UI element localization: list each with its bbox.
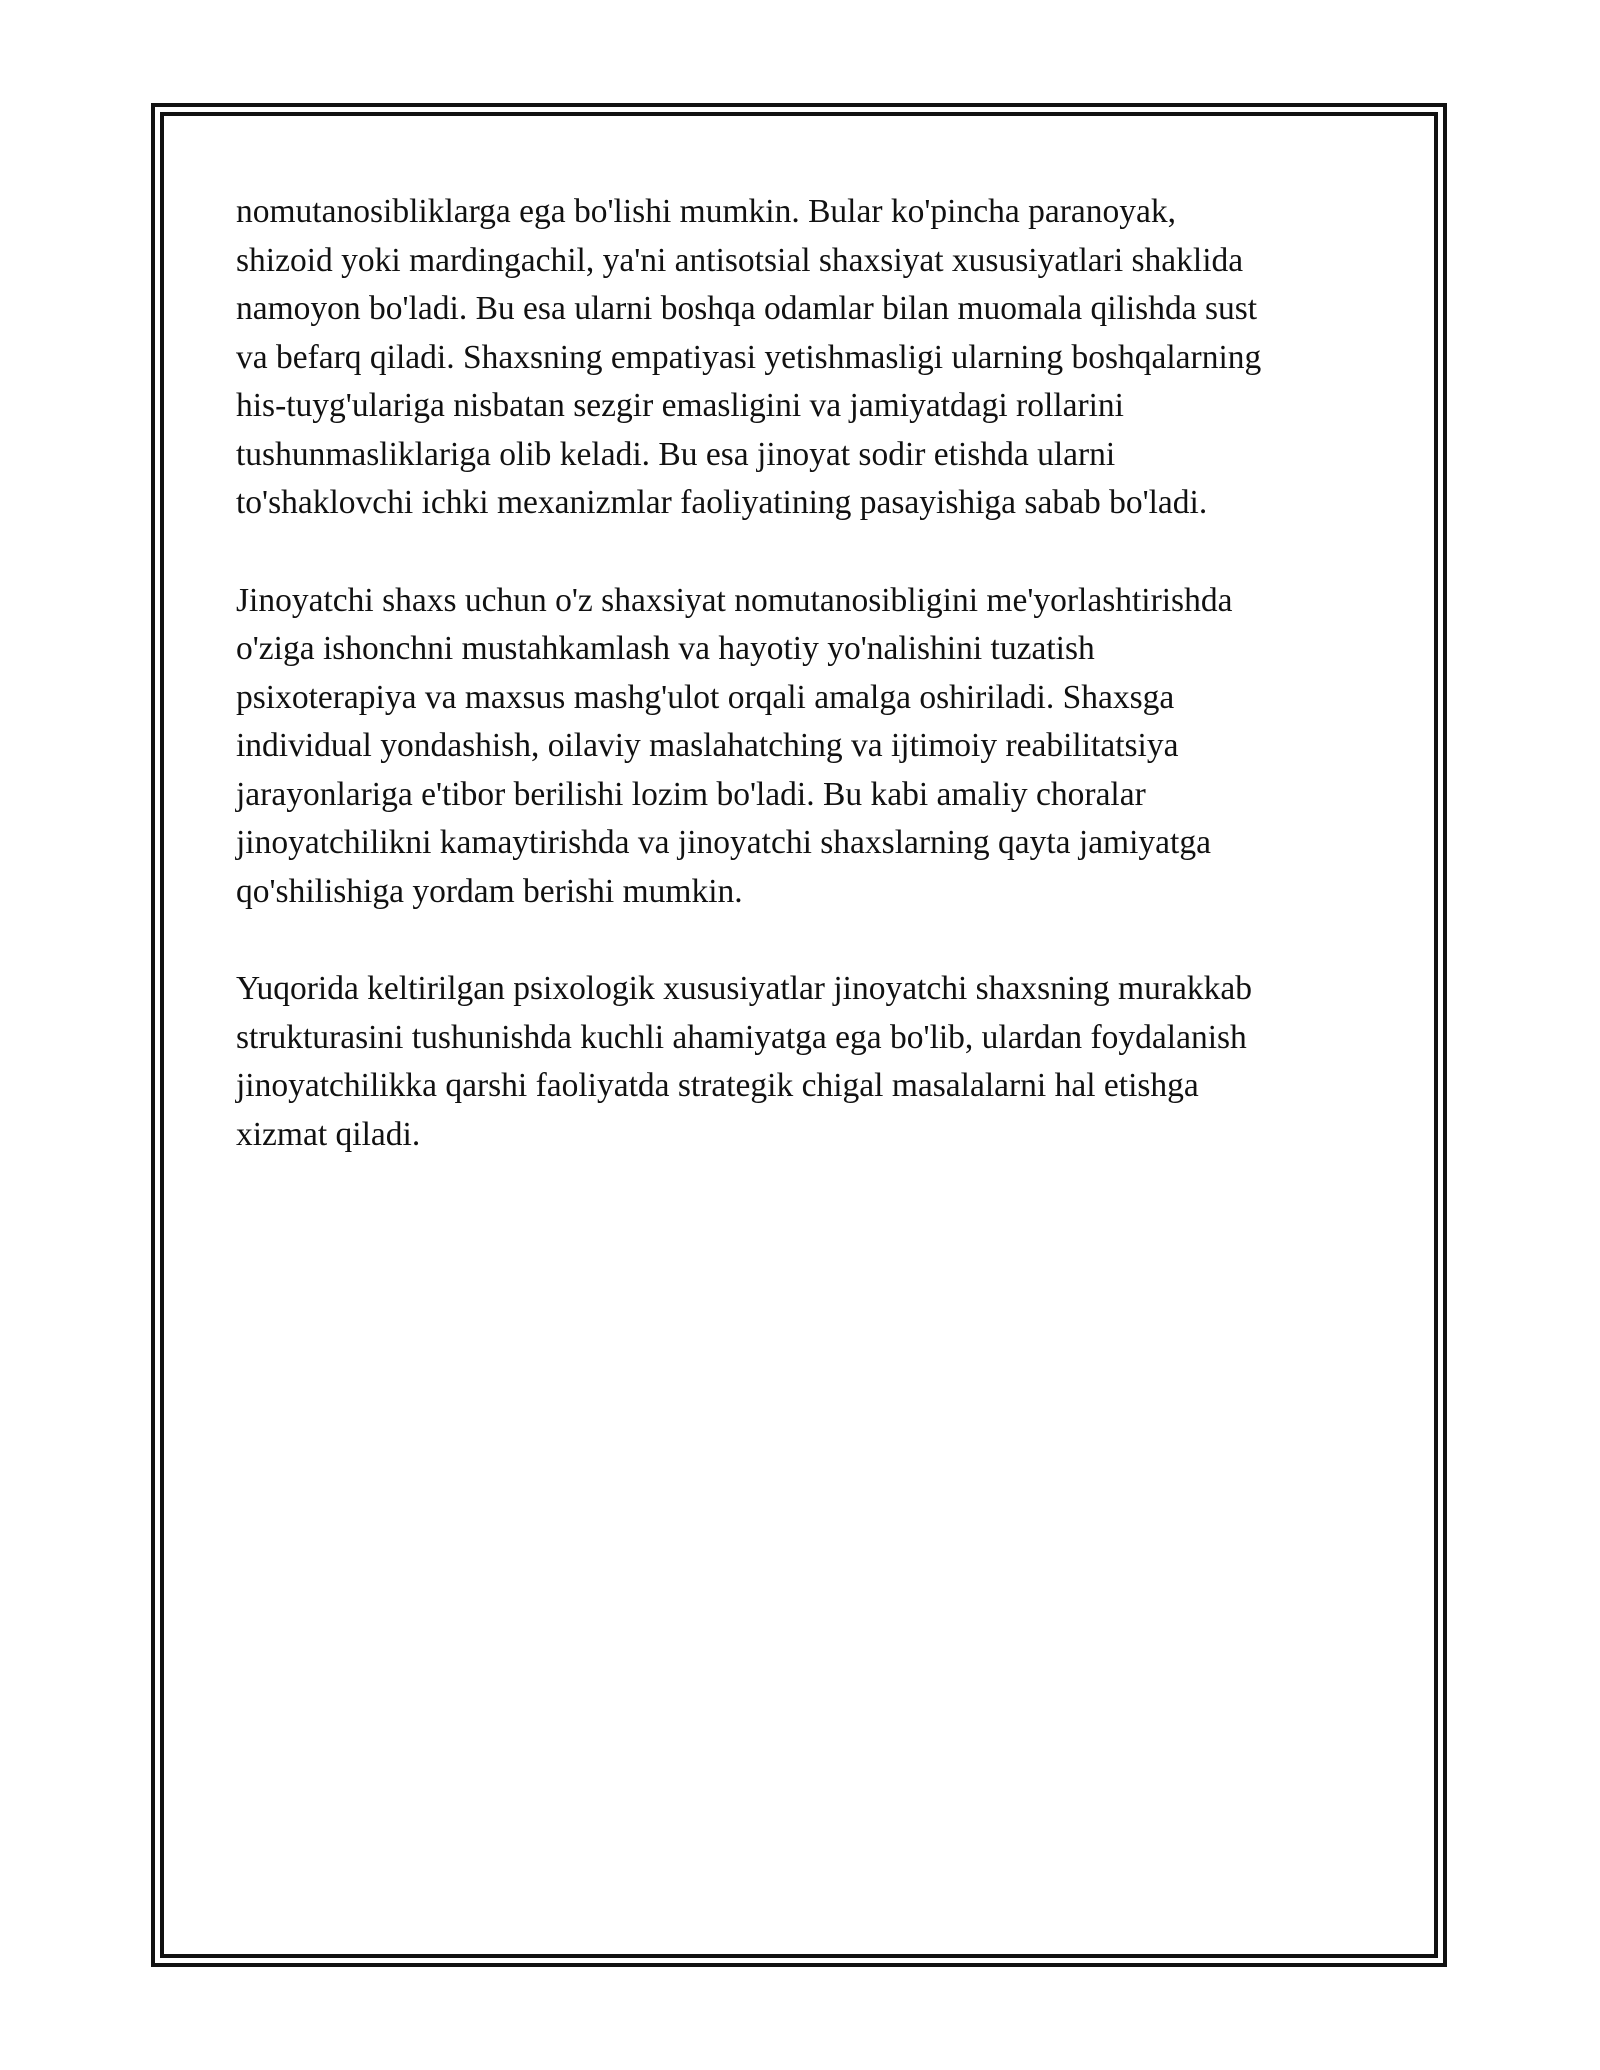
paragraph-line: shizoid yoki mardingachil, ya'ni antisotsial shaxsiyat xususiyatlari shaklida xyxy=(236,241,1244,279)
paragraph-line: Jinoyatchi shaxs uchun o'z shaxsiyat nomutanosibligini me'yorlashtirishda xyxy=(236,581,1233,619)
paragraph-line: to'shaklovchi ichki mexanizmlar faoliyatining pasayishiga sabab bo'ladi. xyxy=(236,484,1208,521)
paragraph-line: Yuqorida keltirilgan psixologik xususiyatlar jinoyatchi shaxsning murakkab xyxy=(236,970,1253,1007)
paragraph-line: tushunmasliklariga olib keladi. Bu esa jinoyat sodir etishda ularni xyxy=(236,435,1116,473)
paragraph-line: o'ziga ishonchni mustahkamlash va hayotiy yo'nalishini tuzatish xyxy=(236,630,1095,667)
paragraph-line: jinoyatchilikni kamaytirishda va jinoyatchi shaxslarning qayta jamiyatga xyxy=(236,824,1211,861)
document-body xyxy=(236,188,1376,1208)
paragraph-line: va befarq qiladi. Shaxsning empatiyasi yetishmasligi ularning boshqalarning xyxy=(236,338,1262,376)
paragraph-1 xyxy=(236,188,1376,528)
paragraph-line: strukturasini tushunishda kuchli ahamiyatga ega bo'lib, ulardan foydalanish xyxy=(236,1018,1247,1056)
paragraph-line: psixoterapiya va maxsus mashg'ulot orqali amalga oshiriladi. Shaxsga xyxy=(236,678,1175,716)
paragraph-line: xizmat qiladi. xyxy=(236,1115,421,1153)
paragraph-line: his-tuyg'ulariga nisbatan sezgir emasligini va jamiyatdagi rollarini xyxy=(236,387,1124,424)
paragraph-line: nomutanosibliklarga ega bo'lishi mumkin. Bular ko'pincha paranoyak, xyxy=(236,193,1176,230)
paragraph-line: individual yondashish, oilaviy maslahatching va ijtimoiy reabilitatsiya xyxy=(236,727,1179,764)
paragraph-3 xyxy=(236,965,1376,1159)
paragraph-line: qo'shilishiga yordam berishi mumkin. xyxy=(236,872,743,910)
paragraph-2 xyxy=(236,577,1376,917)
paragraph-line: jarayonlariga e'tibor berilishi lozim bo'ladi. Bu kabi amaliy choralar xyxy=(236,775,1146,813)
paragraph-line: namoyon bo'ladi. Bu esa ularni boshqa odamlar bilan muomala qilishda sust xyxy=(236,290,1258,327)
paragraph-line: jinoyatchilikka qarshi faoliyatda strategik chigal masalalarni hal etishga xyxy=(236,1067,1199,1104)
